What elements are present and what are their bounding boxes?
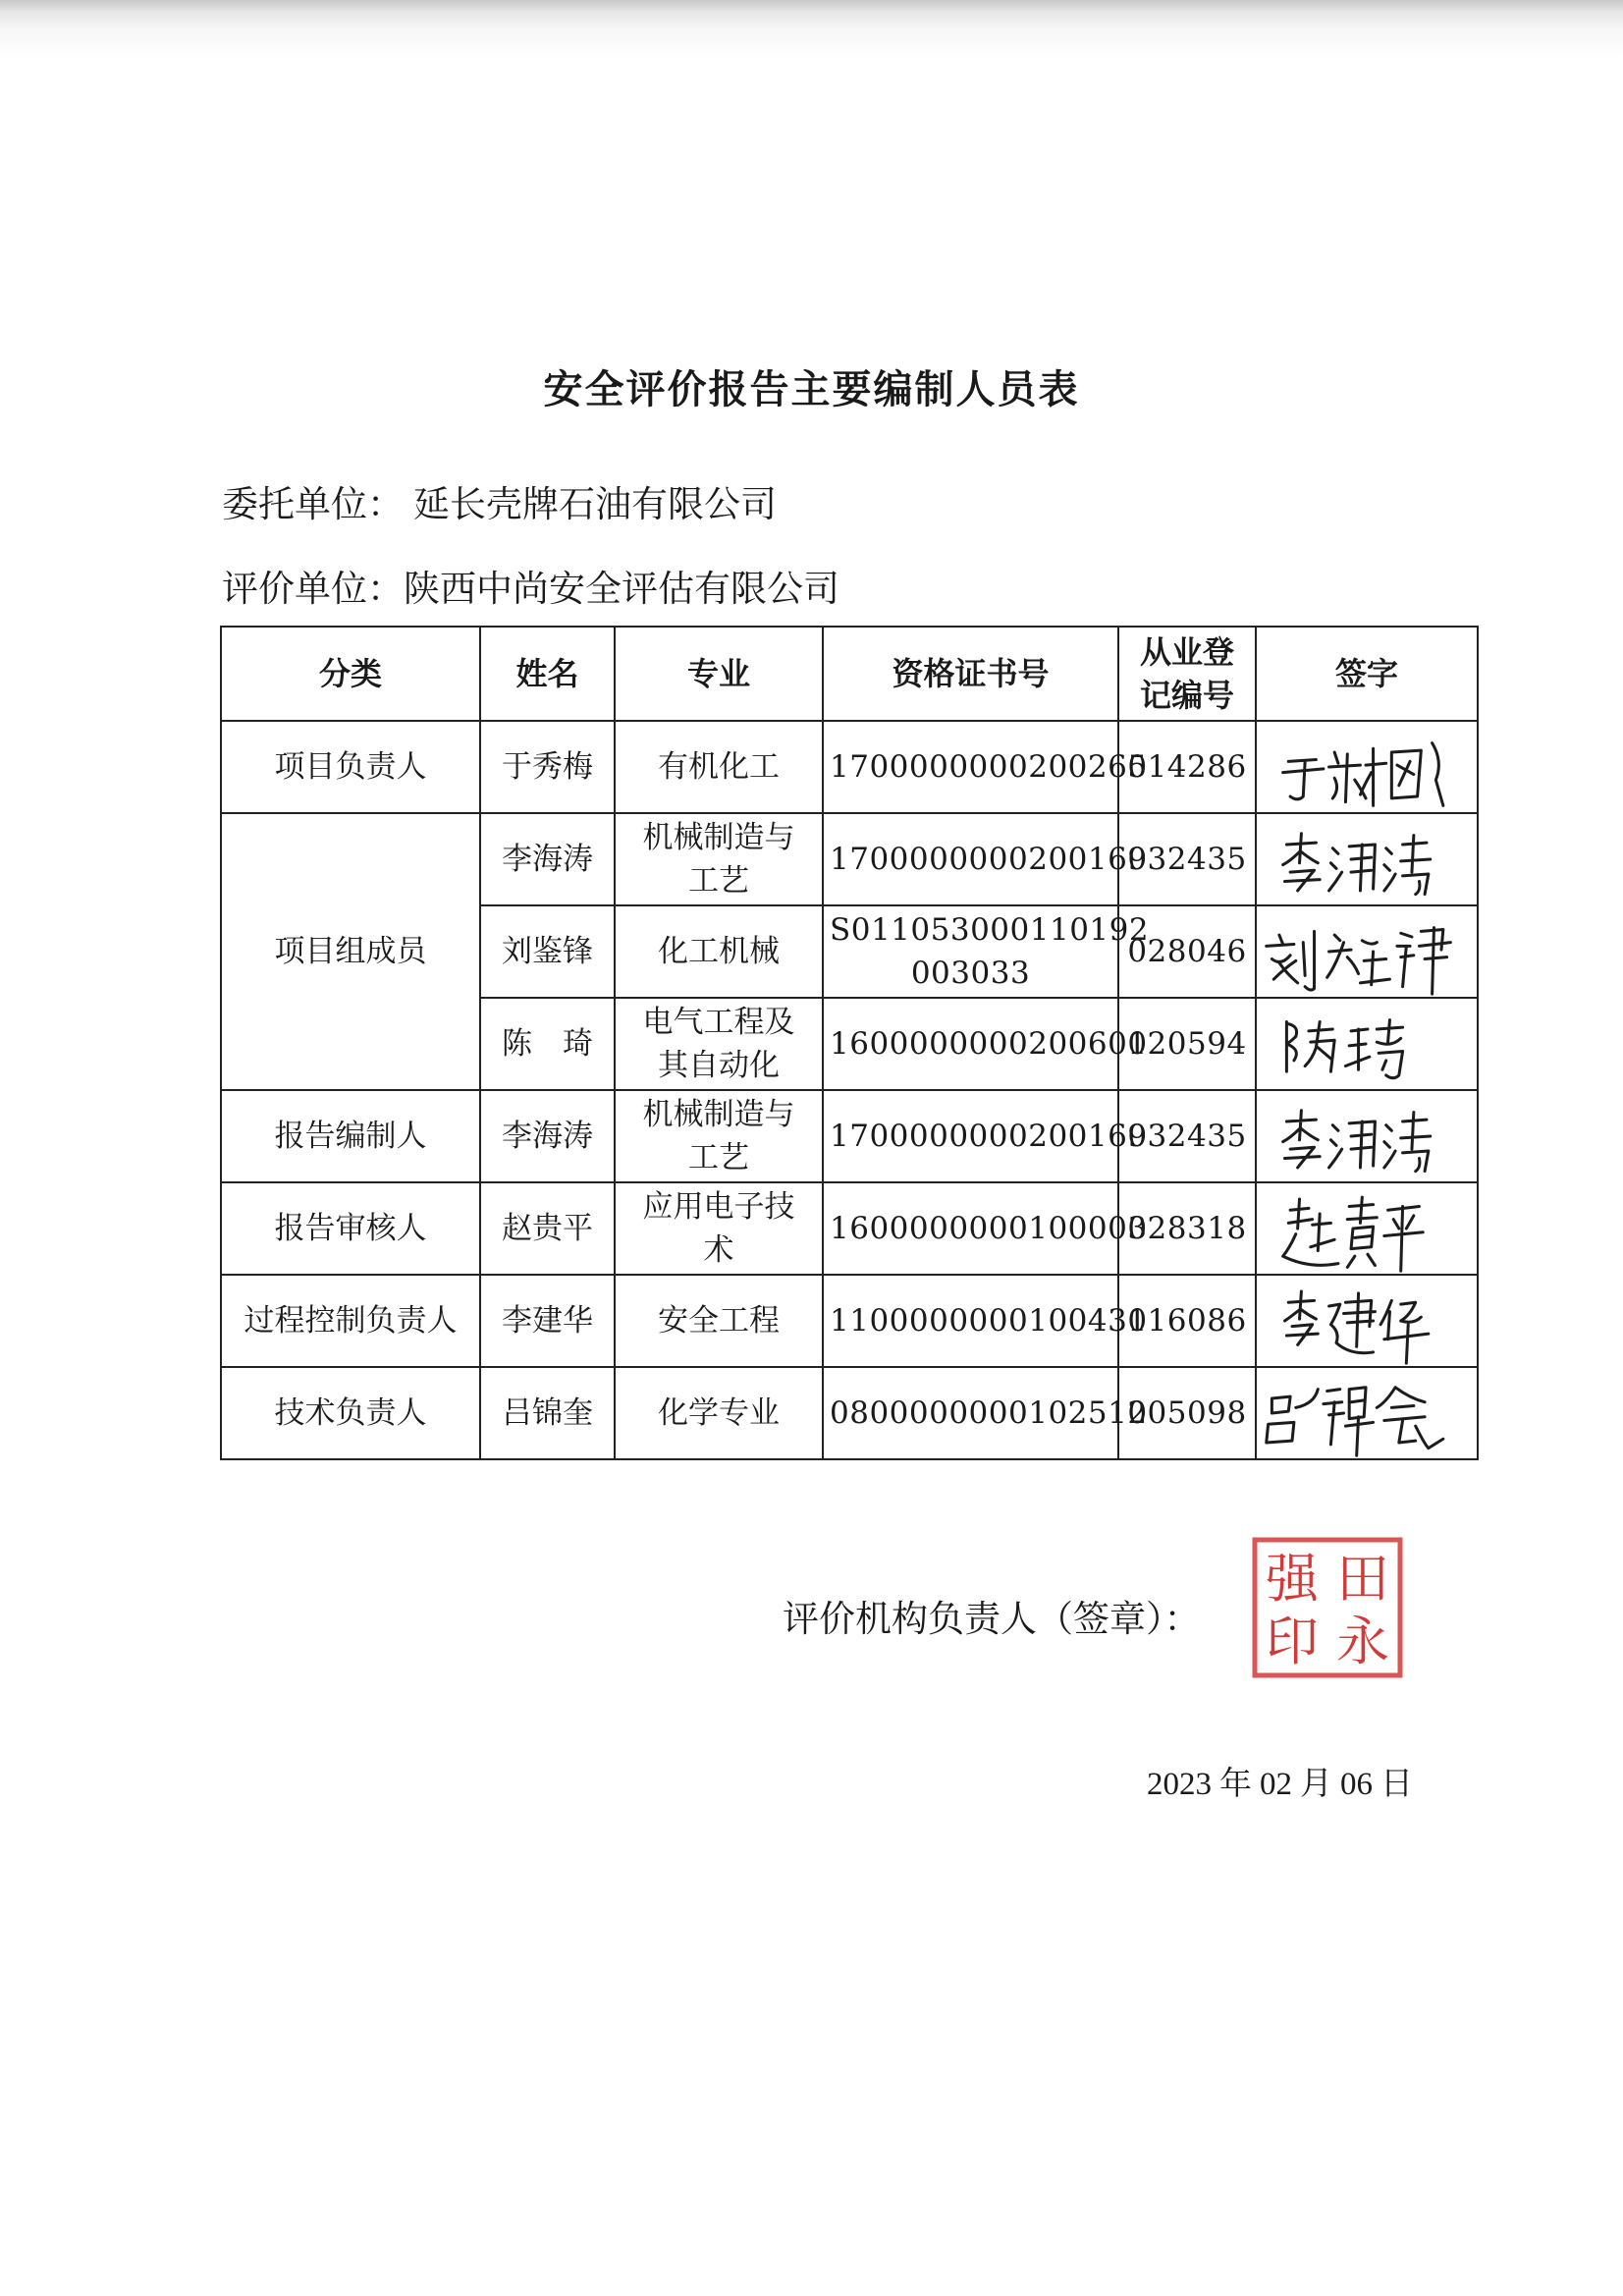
client-label: 委托单位： (222, 483, 404, 525)
cell-signature (1256, 813, 1478, 905)
cell-certificate: 0800000000102512 (823, 1367, 1118, 1459)
seal-char-yin: 印 (1266, 1611, 1319, 1672)
cell-name: 李海涛 (480, 813, 615, 905)
table-row (221, 1367, 1478, 1459)
cell-name: 于秀梅 (480, 721, 615, 813)
cell-registration: 028318 (1118, 1182, 1256, 1275)
handwritten-signature-lv-jinkui (1263, 1368, 1471, 1458)
handwritten-signature-yu-xiumei (1263, 722, 1471, 812)
handwritten-signature-liu-jianfeng (1263, 906, 1471, 997)
red-seal-stamp (1249, 1534, 1406, 1681)
cell-major (615, 1367, 823, 1459)
date-month-unit: 月 (1300, 1764, 1332, 1802)
table-row (221, 1275, 1478, 1367)
cell-category: 报告编制人 (221, 1090, 480, 1182)
client-value: 延长壳牌石油有限公司 (413, 483, 777, 525)
cell-major (615, 1275, 823, 1367)
cell-certificate (823, 905, 1150, 998)
header-registration-line1: 从业登 (1139, 633, 1234, 671)
major-line1: 机械制造与 (642, 1097, 795, 1132)
major-line1: 化工机械 (658, 934, 780, 969)
cell-signature (1256, 1275, 1478, 1367)
major-line1: 安全工程 (658, 1303, 780, 1339)
date-month: 02 (1260, 1767, 1292, 1802)
cell-major (615, 813, 823, 905)
major-line1: 应用电子技 (642, 1189, 795, 1225)
cell-signature (1256, 1090, 1478, 1182)
header-certificate: 资格证书号 (823, 627, 1118, 721)
cell-registration: 028046 (1118, 905, 1256, 998)
cell-registration: 016086 (1118, 1275, 1256, 1367)
cell-registration: 020594 (1118, 998, 1256, 1090)
header-major: 专业 (615, 627, 823, 721)
major-line2: 其自动化 (658, 1048, 780, 1083)
date-year-unit: 年 (1219, 1764, 1252, 1802)
major-line2: 工艺 (688, 863, 749, 899)
cell-name: 李海涛 (480, 1090, 615, 1182)
handwritten-signature-zhao-guiping (1263, 1183, 1471, 1274)
date-day-unit: 日 (1380, 1764, 1413, 1802)
cell-certificate: 1100000000100431 (823, 1275, 1118, 1367)
handwritten-signature-li-haitao-2 (1263, 1091, 1471, 1181)
evaluator-label: 评价单位： (222, 568, 404, 610)
major-line1: 机械制造与 (642, 820, 795, 855)
evaluator-value: 陕西中尚安全评估有限公司 (404, 568, 839, 610)
cell-name: 吕锦奎 (480, 1367, 615, 1459)
table-header-row (221, 627, 1478, 721)
cell-major (615, 721, 823, 813)
cell-name: 刘鉴锋 (480, 905, 615, 998)
cell-category: 项目组成员 (221, 813, 480, 1090)
staff-table (220, 626, 1479, 1460)
cell-signature (1256, 905, 1478, 998)
cell-name: 陈 琦 (480, 998, 615, 1090)
cell-category: 报告审核人 (221, 1182, 480, 1275)
table-row (221, 1090, 1478, 1182)
cell-signature (1256, 721, 1478, 813)
cell-name: 赵贵平 (480, 1182, 615, 1275)
major-line1: 化学专业 (658, 1395, 780, 1431)
cell-certificate: 1600000000100003 (823, 1182, 1118, 1275)
cell-category: 技术负责人 (221, 1367, 480, 1459)
cell-certificate: 1600000000200601 (823, 998, 1118, 1090)
document-title: 安全评价报告主要编制人员表 (543, 367, 1080, 412)
handwritten-signature-li-jianhua (1263, 1276, 1471, 1366)
cell-registration: 014286 (1118, 721, 1256, 813)
cell-category: 项目负责人 (221, 721, 480, 813)
cell-major (615, 1090, 823, 1182)
document-date (1147, 1758, 1421, 1804)
cell-signature (1256, 1367, 1478, 1459)
cell-certificate: 1700000000200265 (823, 721, 1118, 813)
client-line (222, 474, 777, 527)
major-line2: 术 (703, 1232, 734, 1268)
header-name: 姓名 (480, 627, 615, 721)
major-line2: 工艺 (688, 1140, 749, 1175)
table-row (221, 721, 1478, 813)
cell-name: 李建华 (480, 1275, 615, 1367)
cell-category: 过程控制负责人 (221, 1275, 480, 1367)
handwritten-signature-chen-qi (1263, 999, 1471, 1089)
evaluator-line (222, 559, 839, 612)
major-line1: 有机化工 (658, 749, 780, 785)
date-day: 06 (1340, 1767, 1373, 1802)
scan-edge-shadow (0, 0, 1623, 59)
table-row (221, 1182, 1478, 1275)
cell-registration: 032435 (1118, 813, 1256, 905)
cell-registration: 005098 (1118, 1367, 1256, 1459)
cell-certificate: 1700000000200169 (823, 1090, 1118, 1182)
cell-major (615, 1182, 823, 1275)
handwritten-signature-li-haitao (1263, 814, 1471, 904)
date-year: 2023 (1147, 1767, 1212, 1802)
cert-line1: S011053000110192 (830, 912, 1150, 948)
table-row (221, 813, 1478, 905)
cell-registration: 032435 (1118, 1090, 1256, 1182)
major-line1: 电气工程及 (642, 1005, 795, 1040)
header-registration-line2: 记编号 (1139, 677, 1234, 714)
cert-line2: 003033 (910, 956, 1031, 991)
responsible-person-label: 评价机构负责人（签章）： (783, 1598, 1201, 1640)
cell-signature (1256, 998, 1478, 1090)
seal-char-yong: 永 (1336, 1611, 1389, 1672)
cell-major (615, 905, 823, 998)
seal-char-tian: 田 (1336, 1548, 1389, 1610)
cell-signature (1256, 1182, 1478, 1275)
seal-char-qiang: 强 (1266, 1548, 1319, 1610)
header-category: 分类 (221, 627, 480, 721)
cell-certificate: 1700000000200169 (823, 813, 1118, 905)
header-registration (1118, 627, 1256, 721)
cell-major (615, 998, 823, 1090)
header-signature: 签字 (1256, 627, 1478, 721)
